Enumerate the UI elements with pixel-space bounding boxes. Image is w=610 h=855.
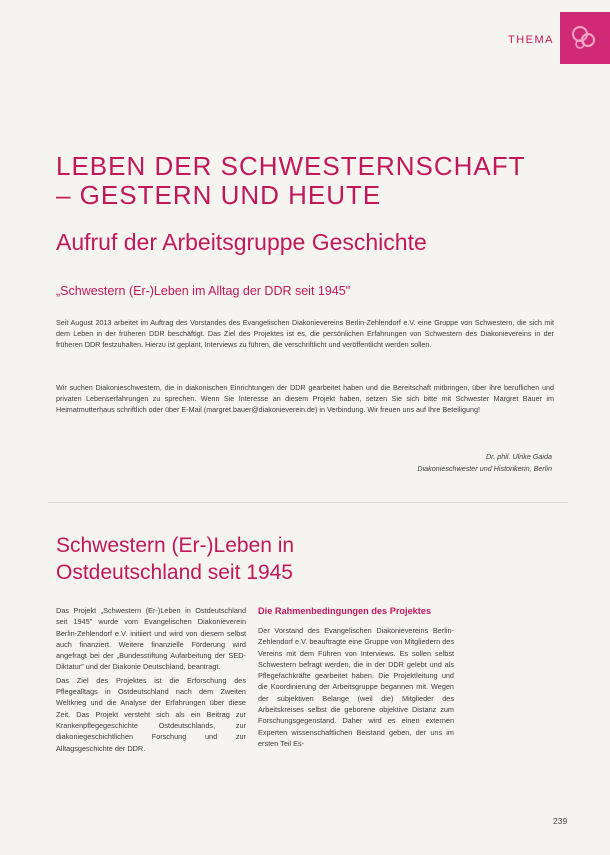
right-paragraph-1: Der Vorstand des Evangelischen Diakonievereins Berlin-Zehlendorf e.V. beauftragte eine Gruppe von Mitgliedern des Vereins mit dem Führen von Interviews. Es sollen selbst Schwestern befragt werden, die in der DDR gelebt und als Pflegefachkräfte gearbeitet haben. Die Projektleitung und die Koordinierung der Arbeitsgruppe begannen mit. Wegen der subjektiven Belange (weil die) Mitglieder des Arbeitskreises selbst die geborene objektive Distanz zum Forschungsgegenstand. Daher wird es einen externen Experten wissenschaftlichen Beistand geben, der uns im ersten Teil Es- <box>258 626 454 748</box>
section-label: THEMA <box>508 34 554 46</box>
section-title <box>56 532 294 586</box>
signature-name: Dr. phil. Ulrike Gaida <box>485 452 552 461</box>
article-subtitle: Aufruf der Arbeitsgruppe Geschichte <box>56 229 427 255</box>
left-column <box>56 605 246 756</box>
right-column <box>258 605 454 749</box>
left-paragraph-2: Das Ziel des Projektes ist die Erforschung des Pflegealltags in Ostdeutschland nach dem Zweiten Weltkrieg und die Analyse der Erfahrungen über diese Zeit. Das Projekt versteht sich als ein Beitrag zur Krankenpflegegeschichte Ostdeutschlands, zur diakoniegeschichtlichen Forschung und zur Alltagsgeschichte der DDR. <box>56 675 246 753</box>
section-title-line2: Ostdeutschland seit 1945 <box>56 561 293 584</box>
article-title-line1: LEBEN DER SCHWESTERNSCHAFT <box>56 151 526 181</box>
section-divider <box>48 502 568 503</box>
article-title-line2: – GESTERN UND HEUTE <box>56 180 382 210</box>
article-quote: „Schwestern (Er-)Leben im Alltag der DDR seit 1945" <box>56 284 351 298</box>
right-column-heading: Die Rahmenbedingungen des Projektes <box>258 606 432 616</box>
signature-role: Diakonieschwester und Historikerin, Berlin <box>417 464 552 473</box>
left-paragraph-1: Das Projekt „Schwestern (Er-)Leben in Ostdeutschland seit 1945" wurde vom Evangelischen Diakonieverein Berlin-Zehlendorf e.V. initiiert und wird von diesem selbst auch finanziert. Weitere finanzielle Förderung wird angefragt bei der „Bundesstiftung Aufarbeitung der SED-Diktatur" und der Diakonie Deutschland, beantragt. <box>56 606 246 672</box>
section-title-line1: Schwestern (Er-)Leben in <box>56 534 295 557</box>
intro-paragraph: Seit August 2013 arbeitet im Auftrag des Vorstandes des Evangelischen Diakonievereins Berlin-Zehlendorf e.V. eine Gruppe von Schwestern, die sich mit dem Leben in der früheren DDR beschäftigt. Das Ziel des Projektes ist es, die persönlichen Erfahrungen von Schwestern des Diakonievereins in der früheren DDR festzuhalten. Hierzu ist geplant, Interviews zu führen, die verschriftlicht und veröffentlicht werden sollen. <box>56 318 554 349</box>
decorative-logo-icon <box>568 22 598 52</box>
article-title <box>56 152 576 210</box>
section-color-tab <box>560 12 610 64</box>
page-number: 239 <box>553 816 568 826</box>
call-paragraph: Wir suchen Diakonieschwestern, die in diakonischen Einrichtungen der DDR gearbeitet haben und die Bereitschaft mitbringen, über ihre beruflichen und privaten Lebenserfahrungen zu sprechen. Wenn Sie Interesse an diesem Projekt haben, setzen Sie sich bitte mit Schwester Margret Bauer im Heimatmutterhaus schriftlich oder über E-Mail (margret.bauer@diakonieverein.de) in Verbindung. Wir freuen uns auf Ihre Beteiligung! <box>56 383 554 414</box>
